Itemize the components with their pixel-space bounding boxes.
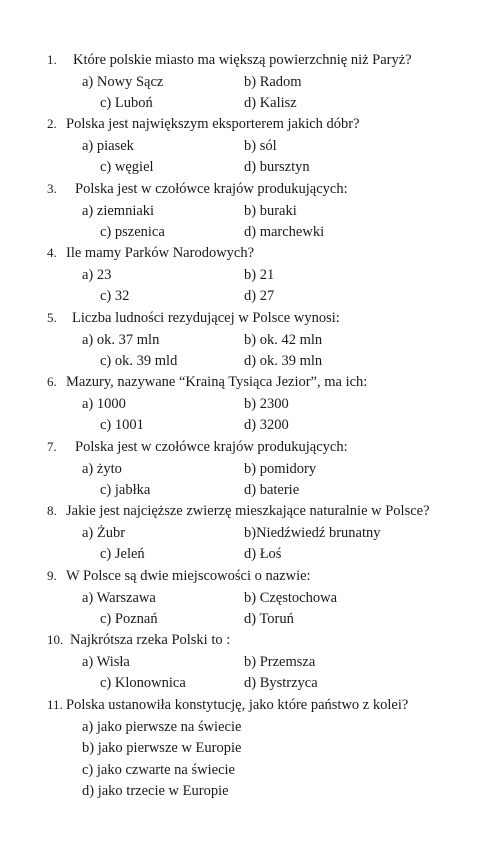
answer-option: a) Żubr — [82, 524, 126, 541]
answer-option: c) 32 — [100, 288, 130, 304]
answer-option: b) Przemsza — [244, 653, 316, 670]
question-number: 9. — [47, 568, 57, 583]
question-number: 11. — [47, 697, 63, 712]
answer-option: b) 21 — [244, 266, 275, 283]
answer-option: c) 1001 — [100, 417, 144, 433]
answer-option: b) jako pierwsze w Europie — [82, 740, 242, 756]
answer-option: d) jako trzecie w Europie — [82, 783, 229, 799]
question-text: Jakie jest najcięższe zwierzę mieszkające naturalnie w Polsce? — [66, 503, 430, 519]
answer-option: b) ok. 42 mln — [244, 331, 323, 348]
answer-option: d) Kalisz — [244, 95, 297, 111]
answer-option: d) ok. 39 mln — [244, 353, 323, 369]
answer-option: b) Radom — [244, 73, 302, 90]
answer-option: b) pomidory — [244, 460, 317, 477]
answer-option: b) Częstochowa — [244, 589, 338, 606]
question-text: Najkrótsza rzeka Polski to : — [70, 632, 231, 648]
answer-option: b)Niedźwiedź brunatny — [244, 524, 381, 541]
answer-option: c) Klonownica — [100, 675, 186, 691]
question-number: 3. — [47, 181, 57, 196]
answer-option: b) 2300 — [244, 395, 289, 412]
question-number: 7. — [47, 439, 57, 454]
answer-option: d) Bystrzyca — [244, 675, 318, 691]
question-text: Mazury, nazywane “Krainą Tysiąca Jezior”, ma ich: — [66, 374, 368, 390]
answer-option: a) 23 — [82, 266, 112, 283]
answer-option: c) ok. 39 mld — [100, 353, 178, 369]
question-text: Polska jest w czołówce krajów produkujących: — [75, 181, 348, 197]
question-number: 6. — [47, 374, 57, 389]
answer-option: d) 3200 — [244, 417, 289, 433]
answer-option: c) węgiel — [100, 159, 154, 175]
question-text: Polska jest w czołówce krajów produkujących: — [75, 439, 348, 455]
answer-option: c) jabłka — [100, 482, 151, 498]
question-text: Liczba ludności rezydującej w Polsce wynosi: — [72, 310, 340, 326]
question-text: Które polskie miasto ma większą powierzchnię niż Paryż? — [73, 52, 412, 68]
question-number: 2. — [47, 116, 57, 131]
question-number: 4. — [47, 245, 57, 260]
question-number: 10. — [47, 632, 64, 647]
answer-option: a) Nowy Sącz — [82, 73, 164, 90]
answer-option: a) 1000 — [82, 395, 126, 412]
question-number: 8. — [47, 503, 57, 518]
answer-option: c) jako czwarte na świecie — [82, 761, 235, 778]
answer-option: a) jako pierwsze na świecie — [82, 718, 242, 735]
answer-option: d) bursztyn — [244, 159, 310, 175]
answer-option: a) ok. 37 mln — [82, 331, 160, 348]
answer-option: c) Poznań — [100, 611, 158, 627]
question-number: 1. — [47, 52, 57, 67]
answer-option: c) pszenica — [100, 224, 165, 240]
answer-option: c) Luboń — [100, 95, 153, 111]
answer-option: a) żyto — [82, 460, 122, 477]
answer-option: a) ziemniaki — [82, 202, 155, 219]
answer-option: d) marchewki — [244, 224, 325, 240]
answer-option: b) sól — [244, 137, 277, 154]
answer-option: d) baterie — [244, 482, 300, 498]
answer-option: b) buraki — [244, 202, 297, 219]
answer-option: d) Łoś — [244, 546, 282, 562]
question-text: Polska ustanowiła konstytucję, jako które państwo z kolei? — [66, 697, 409, 713]
question-text: W Polsce są dwie miejscowości o nazwie: — [66, 568, 311, 584]
question-number: 5. — [47, 310, 57, 325]
question-text: Ile mamy Parków Narodowych? — [66, 245, 255, 261]
answer-option: a) piasek — [82, 137, 134, 154]
answer-option: c) Jeleń — [100, 546, 145, 562]
answer-option: d) 27 — [244, 288, 275, 304]
answer-option: a) Wisła — [82, 653, 130, 670]
answer-option: a) Warszawa — [82, 589, 156, 606]
answer-option: d) Toruń — [244, 611, 294, 627]
question-text: Polska jest największym eksporterem jakich dóbr? — [66, 116, 360, 132]
